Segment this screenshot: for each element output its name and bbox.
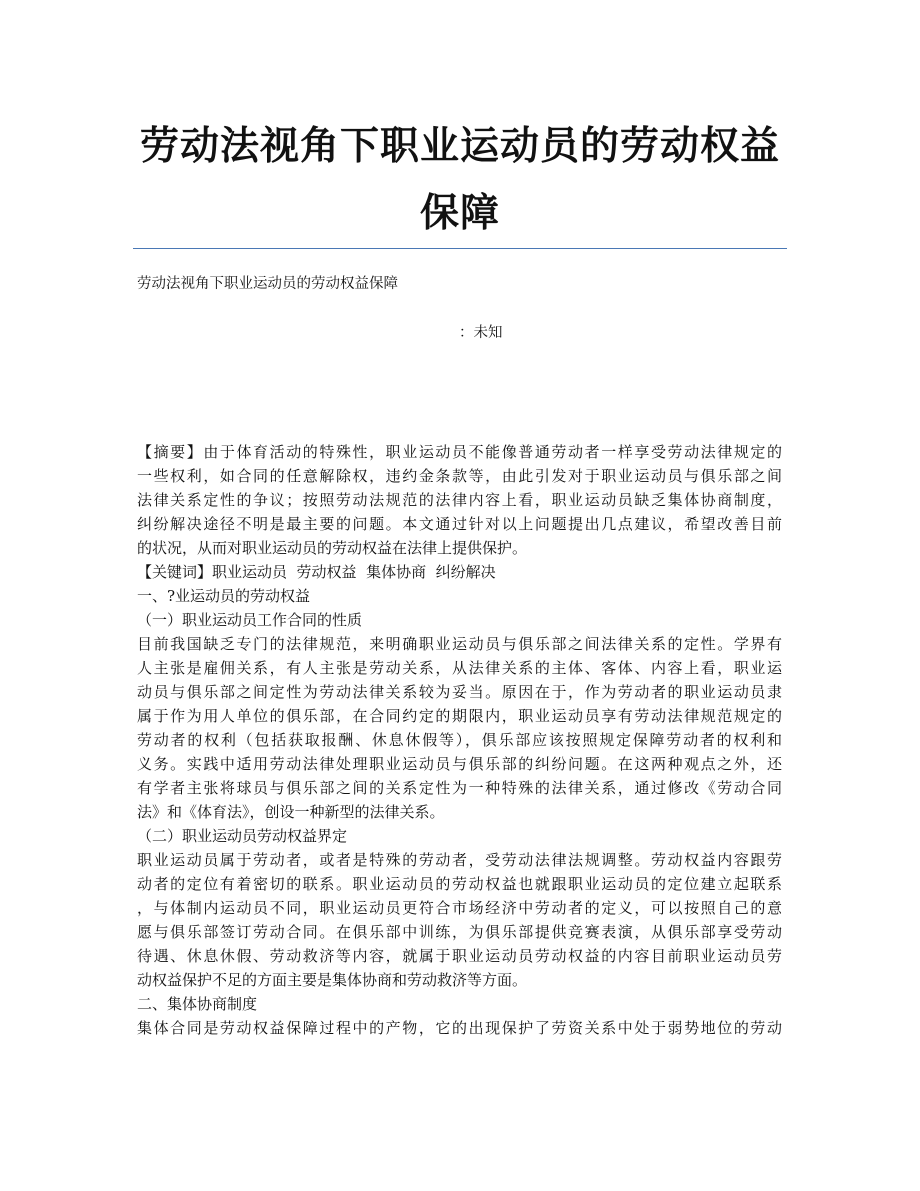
body-line: 集体合同是劳动权益保障过程中的产物，它的出现保护了劳资关系中处于弱势地位的劳动 — [137, 1019, 782, 1037]
document-title-line-2: 保障 — [419, 191, 500, 236]
section-heading: 二、集体协商制度 — [137, 995, 258, 1013]
subsection-heading: （二）职业运动员劳动权益界定 — [137, 827, 348, 845]
body-line: 目前我国缺乏专门的法律规范，来明确职业运动员与俱乐部之间法律关系的定性。学界有 — [137, 635, 782, 653]
section-heading: 一、?业运动员的劳动权益 — [137, 587, 311, 605]
body-line: 的状况，从而对职业运动员的劳动权益在法律上提供保护。 — [137, 539, 528, 557]
body-line: 动员与俱乐部之间定性为劳动法律关系较为妥当。原因在于，作为劳动者的职业运动员隶 — [137, 683, 782, 701]
body-line: 属于作为用人单位的俱乐部，在合同约定的期限内，职业运动员享有劳动法律规范规定的 — [137, 707, 782, 725]
body-line: 有学者主张将球员与俱乐部之间的关系定性为一种特殊的法律关系，通过修改《劳动合同 — [137, 779, 782, 797]
body-line: 义务。实践中适用劳动法律处理职业运动员与俱乐部的纠纷问题。在这两种观点之外，还 — [137, 755, 782, 773]
body-line: 法律关系定性的争议；按照劳动法规范的法律内容上看，职业运动员缺乏集体协商制度， — [137, 491, 782, 509]
subsection-heading: （一）职业运动员工作合同的性质 — [137, 611, 363, 629]
document-author: ：未知 — [459, 325, 503, 341]
body-line: 一些权利，如合同的任意解除权，违约金条款等，由此引发对于职业运动员与俱乐部之间 — [137, 467, 782, 485]
body-line: 职业运动员属于劳动者，或者是特殊的劳动者，受劳动法律法规调整。劳动权益内容跟劳 — [137, 851, 782, 869]
body-line: 法》和《体育法》，创设一种新型的法律关系。 — [137, 803, 445, 821]
body-line: ，与体制内运动员不同，职业运动员更符合市场经济中劳动者的定义，可以按照自己的意 — [137, 899, 782, 917]
body-line: 动者的定位有着密切的联系。职业运动员的劳动权益也就跟职业运动员的定位建立起联系 — [137, 875, 782, 893]
body-line: 愿与俱乐部签订劳动合同。在俱乐部中训练，为俱乐部提供竞赛表演，从俱乐部享受劳动 — [137, 923, 782, 941]
body-line: 纠纷解决途径不明是最主要的问题。本文通过针对以上问题提出几点建议，希望改善目前 — [137, 515, 782, 533]
body-line: 待遇、休息休假、劳动救济等内容，就属于职业运动员劳动权益的内容目前职业运动员劳 — [137, 947, 782, 965]
body-line: 【摘要】由于体育活动的特殊性，职业运动员不能像普通劳动者一样享受劳动法律规定的 — [137, 443, 782, 461]
document-subtitle: 劳动法视角下职业运动员的劳动权益保障 — [137, 276, 398, 292]
keywords-line: 【关键词】职业运动员 劳动权益 集体协商 纠纷解决 — [137, 563, 496, 581]
body-line: 人主张是雇佣关系，有人主张是劳动关系，从法律关系的主体、客体、内容上看，职业运 — [137, 659, 782, 677]
body-line: 动权益保护不足的方面主要是集体协商和劳动救济等方面。 — [137, 971, 528, 989]
body-line: 劳动者的权利（包括获取报酬、休息休假等），俱乐部应该按照规定保障劳动者的权利和 — [137, 731, 782, 749]
document-title-line-1: 劳动法视角下职业运动员的劳动权益 — [139, 124, 780, 169]
title-divider — [133, 248, 787, 249]
